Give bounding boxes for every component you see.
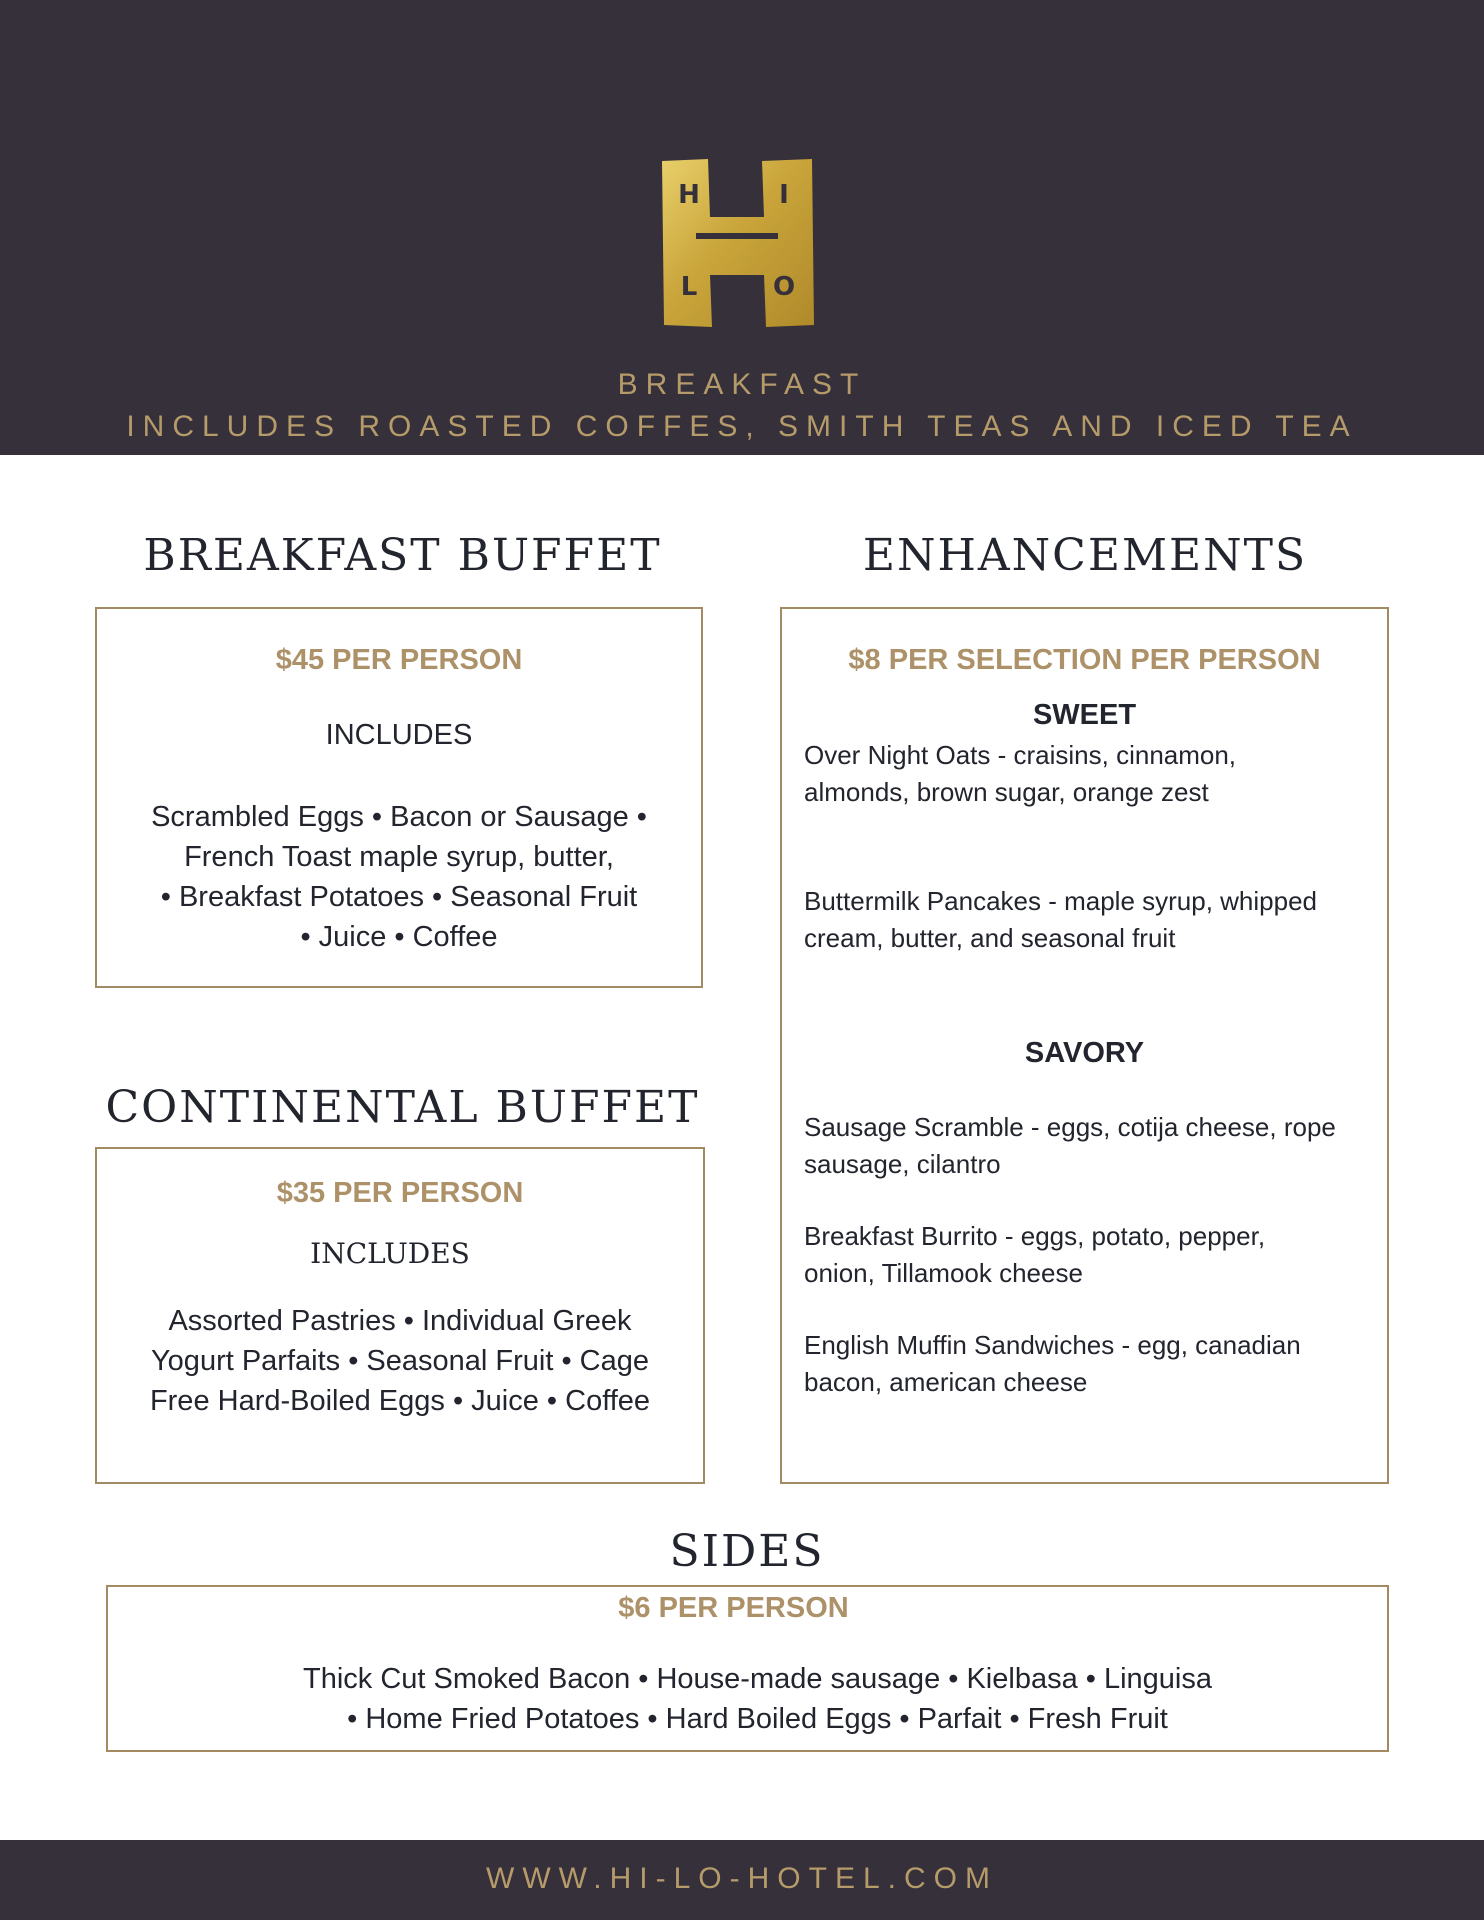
continental-buffet-heading: CONTINENTAL BUFFET bbox=[105, 1082, 700, 1133]
enhancements-price: $8 PER SELECTION PER PERSON bbox=[848, 644, 1321, 676]
sides-line: • Home Fried Potatoes • Hard Boiled Eggs • Parfait • Fresh Fruit bbox=[347, 1703, 1168, 1735]
continental-buffet-price: $35 PER PERSON bbox=[276, 1177, 524, 1209]
breakfast-buffet-box bbox=[95, 607, 703, 988]
continental-buffet-includes: INCLUDES bbox=[310, 1237, 470, 1270]
sides-line: Thick Cut Smoked Bacon • House-made sausage • Kielbasa • Linguisa bbox=[303, 1663, 1212, 1695]
sides-price: $6 PER PERSON bbox=[618, 1592, 849, 1624]
item-line: Over Night Oats - craisins, cinnamon, bbox=[804, 740, 1237, 770]
breakfast-buffet-line: • Breakfast Potatoes • Seasonal Fruit bbox=[160, 881, 638, 913]
breakfast-buffet-line: French Toast maple syrup, butter, bbox=[184, 841, 614, 873]
logo-letter-l: L bbox=[680, 272, 698, 302]
logo-letter-i: I bbox=[779, 180, 789, 210]
breakfast-buffet-heading: BREAKFAST BUFFET bbox=[143, 530, 662, 581]
item-line: cream, butter, and seasonal fruit bbox=[804, 923, 1176, 953]
savory-item-sausage-scramble bbox=[804, 1109, 1354, 1183]
menu-title: BREAKFAST bbox=[617, 368, 867, 401]
item-line: Breakfast Burrito - eggs, potato, pepper, bbox=[804, 1221, 1266, 1251]
breakfast-buffet-includes: INCLUDES bbox=[325, 719, 473, 751]
header-banner bbox=[0, 0, 1484, 455]
breakfast-buffet-line: • Juice • Coffee bbox=[300, 921, 498, 953]
item-line: onion, Tillamook cheese bbox=[804, 1258, 1083, 1288]
continental-buffet-box bbox=[95, 1147, 705, 1484]
savory-item-english-muffin bbox=[804, 1327, 1354, 1401]
item-line: sausage, cilantro bbox=[804, 1149, 1001, 1179]
sweet-item-overnight-oats bbox=[804, 737, 1354, 811]
breakfast-buffet-price: $45 PER PERSON bbox=[275, 644, 523, 676]
savory-item-breakfast-burrito bbox=[804, 1218, 1354, 1292]
continental-buffet-items bbox=[97, 1301, 703, 1421]
item-line: almonds, brown sugar, orange zest bbox=[804, 777, 1209, 807]
hilo-logo bbox=[656, 155, 818, 330]
sides-box bbox=[106, 1585, 1389, 1752]
logo-letter-h: H bbox=[678, 180, 700, 210]
continental-buffet-line: Assorted Pastries • Individual Greek bbox=[168, 1305, 632, 1337]
website-link[interactable]: WWW.HI-LO-HOTEL.COM bbox=[486, 1862, 998, 1895]
item-line: Sausage Scramble - eggs, cotija cheese, rope bbox=[804, 1112, 1336, 1142]
menu-subtitle: INCLUDES ROASTED COFFES, SMITH TEAS AND ICED TEA bbox=[126, 410, 1358, 443]
item-line: English Muffin Sandwiches - egg, canadian bbox=[804, 1330, 1301, 1360]
savory-label: SAVORY bbox=[1024, 1037, 1145, 1069]
breakfast-buffet-line: Scrambled Eggs • Bacon or Sausage • bbox=[151, 801, 647, 833]
footer-banner bbox=[0, 1840, 1484, 1920]
sweet-label: SWEET bbox=[1032, 699, 1137, 731]
item-line: bacon, american cheese bbox=[804, 1367, 1088, 1397]
sweet-item-buttermilk-pancakes bbox=[804, 883, 1354, 957]
logo-letter-o: O bbox=[772, 272, 796, 302]
breakfast-buffet-items bbox=[97, 797, 701, 957]
enhancements-box bbox=[780, 607, 1389, 1484]
item-line: Buttermilk Pancakes - maple syrup, whipped bbox=[804, 886, 1318, 916]
sides-heading: SIDES bbox=[669, 1526, 825, 1577]
sides-items bbox=[118, 1659, 1397, 1739]
enhancements-heading: ENHANCEMENTS bbox=[862, 530, 1308, 581]
continental-buffet-line: Yogurt Parfaits • Seasonal Fruit • Cage bbox=[151, 1345, 649, 1377]
continental-buffet-line: Free Hard-Boiled Eggs • Juice • Coffee bbox=[149, 1385, 651, 1417]
